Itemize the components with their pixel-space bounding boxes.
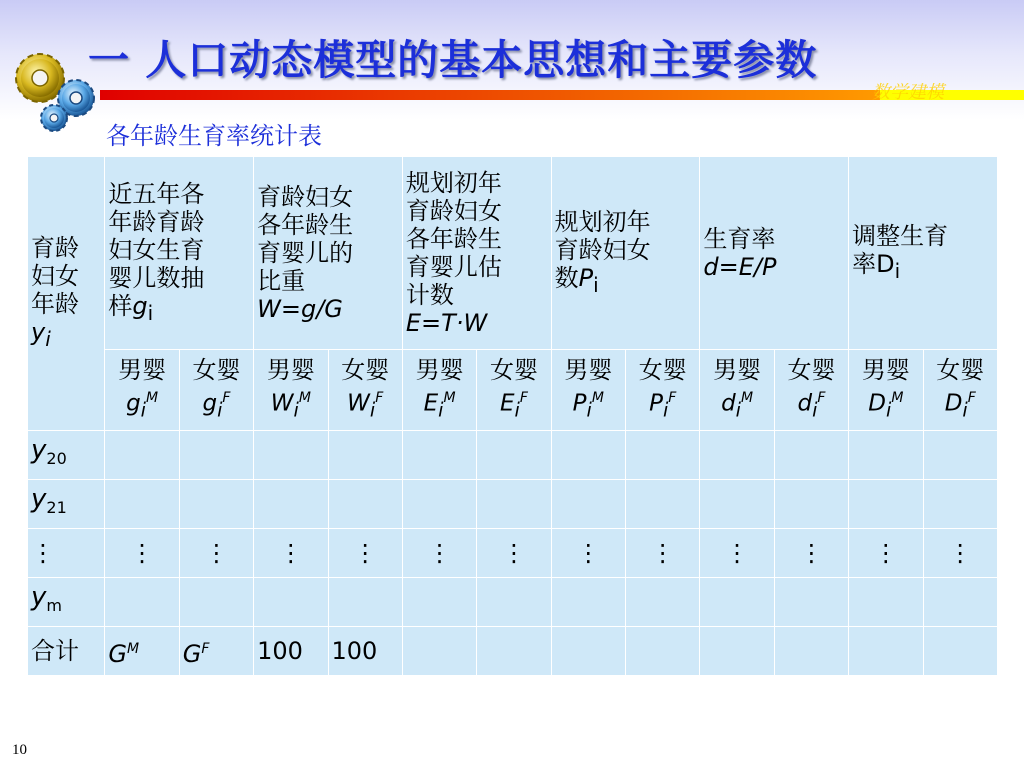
table-cell bbox=[700, 431, 774, 480]
header-last-line bbox=[852, 250, 994, 285]
slide-title: 一 人口动态模型的基本思想和主要参数 bbox=[88, 36, 818, 84]
subheader-symbol bbox=[703, 384, 770, 424]
row-label-cell bbox=[28, 480, 105, 529]
table-cell bbox=[923, 529, 997, 578]
table-caption: 各年龄生育率统计表 bbox=[106, 122, 322, 150]
subscript: m bbox=[46, 596, 62, 616]
table-cell bbox=[626, 529, 700, 578]
text-span: 规划初年 bbox=[554, 207, 651, 236]
subscript: i bbox=[514, 398, 520, 422]
total-label-cell bbox=[28, 627, 105, 676]
header-last-line bbox=[108, 292, 250, 327]
subscript: i bbox=[140, 398, 146, 422]
text-span: 计数 bbox=[405, 281, 454, 309]
text-span: 数 bbox=[554, 263, 579, 292]
symbol: g bbox=[202, 390, 218, 417]
ellipsis: ⋮ bbox=[725, 539, 750, 567]
row-header-symbol bbox=[31, 318, 101, 353]
text-span: 育龄妇女 bbox=[405, 197, 502, 225]
table-cell bbox=[849, 627, 923, 676]
subheader-cell bbox=[700, 350, 774, 431]
ellipsis: ⋮ bbox=[130, 539, 155, 567]
subheader-cell bbox=[849, 350, 923, 431]
table-cell bbox=[923, 627, 997, 676]
table-cell bbox=[477, 431, 551, 480]
subheader-symbol bbox=[927, 384, 994, 424]
column-header-cell bbox=[402, 157, 551, 350]
symbol: W bbox=[347, 390, 370, 417]
table-cell bbox=[774, 431, 848, 480]
subheader-symbol bbox=[852, 384, 919, 424]
symbol: G bbox=[108, 639, 127, 668]
total-label: 合计 bbox=[31, 637, 79, 665]
superscript: M bbox=[891, 389, 904, 406]
ellipsis: ⋮ bbox=[873, 539, 898, 567]
table-cell bbox=[402, 431, 476, 480]
table-cell bbox=[774, 627, 848, 676]
column-header-cell bbox=[849, 157, 998, 350]
table-cell bbox=[551, 627, 625, 676]
subheader-label: 女婴 bbox=[638, 355, 687, 384]
subheader-cell bbox=[328, 350, 402, 431]
symbol: g bbox=[126, 390, 141, 417]
subscript: i bbox=[147, 300, 154, 325]
table-cell bbox=[700, 529, 774, 578]
symbol: D bbox=[868, 390, 886, 417]
subscript: i bbox=[894, 258, 901, 283]
symbol: E bbox=[423, 390, 439, 417]
subscript: i bbox=[369, 398, 376, 422]
text-span: 各年龄生 bbox=[257, 211, 354, 239]
text-span: 调整生育 bbox=[852, 221, 949, 250]
subscript: i bbox=[735, 398, 741, 422]
column-header-cell bbox=[254, 157, 403, 350]
superscript: F bbox=[201, 640, 210, 657]
subheader-symbol bbox=[480, 384, 547, 424]
table-cell bbox=[402, 529, 476, 578]
table-cell bbox=[328, 529, 402, 578]
ellipsis: ⋮ bbox=[427, 539, 452, 567]
text-span: 育龄妇女 bbox=[554, 235, 651, 264]
column-header-cell bbox=[551, 157, 700, 350]
table-cell bbox=[700, 627, 774, 676]
subheader-label: 男婴 bbox=[118, 355, 167, 384]
subheader-cell bbox=[774, 350, 848, 431]
symbol: D bbox=[944, 390, 963, 417]
row-label-cell bbox=[28, 529, 105, 578]
symbol: y bbox=[31, 435, 47, 466]
table-cell bbox=[626, 627, 700, 676]
subscript: i bbox=[812, 398, 818, 422]
symbol: d bbox=[721, 390, 736, 417]
text-span: 规划初年 bbox=[405, 169, 502, 197]
text-span: 生育率 bbox=[703, 225, 776, 253]
subheader-symbol bbox=[108, 384, 175, 424]
table-cell bbox=[105, 431, 179, 480]
table-cell bbox=[626, 578, 700, 627]
table-cell bbox=[774, 578, 848, 627]
subscript: i bbox=[593, 272, 599, 297]
header-formula: E=T·W bbox=[405, 309, 488, 337]
table-cell bbox=[477, 480, 551, 529]
header-formula: d=E/P bbox=[703, 253, 777, 281]
subheader-cell bbox=[923, 350, 997, 431]
table-cell bbox=[551, 578, 625, 627]
table-cell bbox=[179, 627, 253, 676]
symbol: d bbox=[797, 390, 813, 417]
header-last-line bbox=[555, 264, 697, 299]
subheader-cell bbox=[179, 350, 253, 431]
ellipsis: ⋮ bbox=[650, 539, 675, 567]
subscript: i bbox=[293, 398, 299, 422]
superscript: M bbox=[146, 389, 159, 406]
text-span: 年龄育龄 bbox=[108, 207, 205, 236]
subheader-row bbox=[28, 350, 998, 431]
title-underline-red bbox=[100, 90, 880, 100]
table-cell bbox=[254, 529, 328, 578]
subscript: i bbox=[962, 398, 968, 422]
table-cell bbox=[849, 529, 923, 578]
subscript: i bbox=[586, 398, 592, 422]
table-cell bbox=[402, 578, 476, 627]
total-value: 100 bbox=[257, 637, 303, 665]
text-span: 妇女生育 bbox=[108, 235, 205, 264]
table-row bbox=[28, 529, 998, 578]
table-cell bbox=[477, 578, 551, 627]
subheader-cell bbox=[105, 350, 179, 431]
total-row bbox=[28, 627, 998, 676]
text-span: 近五年各 bbox=[108, 179, 205, 208]
table-cell bbox=[254, 431, 328, 480]
table-cell bbox=[477, 529, 551, 578]
superscript: M bbox=[741, 389, 754, 406]
superscript: M bbox=[443, 389, 456, 406]
table-cell bbox=[105, 627, 179, 676]
subheader-label: 女婴 bbox=[787, 355, 836, 384]
table-cell bbox=[402, 480, 476, 529]
table-cell bbox=[179, 578, 253, 627]
subheader-label: 女婴 bbox=[341, 355, 390, 384]
superscript: F bbox=[817, 389, 826, 406]
table-cell bbox=[849, 480, 923, 529]
column-header-cell bbox=[105, 157, 254, 350]
table-cell bbox=[105, 529, 179, 578]
ellipsis: ⋮ bbox=[576, 539, 601, 567]
table-row bbox=[28, 480, 998, 529]
table-cell bbox=[849, 431, 923, 480]
subheader-symbol bbox=[778, 384, 845, 424]
table-cell bbox=[626, 431, 700, 480]
ellipsis: ⋮ bbox=[204, 539, 229, 567]
ellipsis: ⋮ bbox=[31, 539, 55, 567]
table-cell bbox=[402, 627, 476, 676]
subheader-symbol bbox=[406, 384, 473, 424]
total-value: 100 bbox=[331, 637, 378, 665]
superscript: F bbox=[519, 389, 528, 406]
table-cell bbox=[179, 431, 253, 480]
subscript: 21 bbox=[46, 498, 67, 518]
table-cell bbox=[849, 578, 923, 627]
superscript: M bbox=[298, 389, 311, 406]
table-cell bbox=[328, 578, 402, 627]
table-cell bbox=[254, 480, 328, 529]
subscript: i bbox=[662, 398, 669, 422]
symbol: W bbox=[270, 390, 294, 417]
superscript: M bbox=[591, 389, 604, 406]
subheader-symbol bbox=[555, 384, 622, 424]
table-row bbox=[28, 578, 998, 627]
ellipsis: ⋮ bbox=[948, 539, 973, 567]
superscript: F bbox=[967, 389, 976, 406]
table-row bbox=[28, 431, 998, 480]
symbol: P bbox=[649, 390, 663, 417]
subheader-symbol bbox=[629, 384, 696, 424]
symbol: g bbox=[132, 291, 148, 320]
subheader-label: 男婴 bbox=[861, 355, 910, 384]
fertility-statistics-table bbox=[27, 156, 998, 676]
subscript: 20 bbox=[46, 449, 67, 469]
superscript: F bbox=[668, 389, 677, 406]
table-cell bbox=[328, 431, 402, 480]
subheader-symbol bbox=[183, 384, 250, 424]
table-cell bbox=[774, 529, 848, 578]
ellipsis: ⋮ bbox=[501, 539, 526, 567]
subscript: i bbox=[45, 326, 51, 351]
text-span: 各年龄生 bbox=[405, 225, 502, 253]
symbol: y bbox=[31, 582, 47, 613]
symbol: y bbox=[31, 318, 46, 347]
header-row bbox=[28, 157, 998, 350]
symbol: P bbox=[578, 263, 594, 292]
table-cell bbox=[923, 578, 997, 627]
ellipsis: ⋮ bbox=[799, 539, 824, 567]
table-cell bbox=[254, 627, 328, 676]
page-number: 10 bbox=[12, 742, 27, 758]
subheader-cell bbox=[402, 350, 476, 431]
subheader-symbol bbox=[332, 384, 399, 424]
table-cell bbox=[551, 529, 625, 578]
subheader-cell bbox=[551, 350, 625, 431]
table-cell bbox=[626, 480, 700, 529]
subheader-label: 女婴 bbox=[936, 355, 985, 384]
subheader-label: 女婴 bbox=[192, 355, 241, 384]
subscript: i bbox=[217, 398, 223, 422]
text-span: 育婴儿估 bbox=[405, 253, 502, 281]
subscript: i bbox=[885, 398, 892, 422]
symbol: P bbox=[572, 390, 587, 417]
subheader-cell bbox=[477, 350, 551, 431]
table-cell bbox=[700, 480, 774, 529]
superscript: M bbox=[127, 640, 140, 657]
subheader-label: 男婴 bbox=[713, 355, 762, 384]
table-cell bbox=[477, 627, 551, 676]
table-cell bbox=[328, 480, 402, 529]
subheader-cell bbox=[626, 350, 700, 431]
subheader-cell bbox=[254, 350, 328, 431]
ellipsis: ⋮ bbox=[278, 539, 303, 567]
subheader-symbol bbox=[257, 384, 324, 424]
ellipsis: ⋮ bbox=[353, 539, 378, 567]
text-span: 育龄妇女 bbox=[257, 183, 354, 211]
row-label-cell bbox=[28, 578, 105, 627]
header-formula: W=g/G bbox=[257, 295, 343, 323]
subscript: i bbox=[438, 398, 444, 422]
subheader-label: 男婴 bbox=[564, 355, 613, 384]
symbol: y bbox=[31, 484, 47, 515]
table-cell bbox=[179, 529, 253, 578]
text-span: 比重 bbox=[257, 267, 306, 295]
table-cell bbox=[923, 480, 997, 529]
table-cell bbox=[774, 480, 848, 529]
row-label-cell bbox=[28, 431, 105, 480]
table-cell bbox=[254, 578, 328, 627]
superscript: F bbox=[375, 389, 384, 406]
table-cell bbox=[105, 578, 179, 627]
row-header-cell bbox=[28, 157, 105, 431]
table-cell bbox=[179, 480, 253, 529]
symbol: E bbox=[499, 390, 515, 417]
subheader-label: 男婴 bbox=[266, 355, 315, 384]
subheader-label: 女婴 bbox=[489, 355, 538, 384]
table-cell bbox=[923, 431, 997, 480]
text-span: 妇女 bbox=[31, 262, 79, 291]
text-span: 育龄 bbox=[31, 234, 79, 263]
text-span: 样 bbox=[108, 291, 133, 320]
column-header-cell bbox=[700, 157, 849, 350]
superscript: F bbox=[222, 389, 231, 406]
table-cell bbox=[551, 480, 625, 529]
symbol: G bbox=[182, 639, 202, 668]
text-span: 婴儿数抽 bbox=[108, 263, 205, 292]
table-cell bbox=[105, 480, 179, 529]
text-span: 率D bbox=[852, 249, 895, 278]
table-cell bbox=[700, 578, 774, 627]
table-cell bbox=[551, 431, 625, 480]
table-cell bbox=[328, 627, 402, 676]
watermark-text: 数学建模 bbox=[872, 82, 944, 102]
text-span: 年龄 bbox=[31, 290, 79, 319]
text-span: 育婴儿的 bbox=[257, 239, 354, 267]
subheader-label: 男婴 bbox=[415, 355, 464, 384]
